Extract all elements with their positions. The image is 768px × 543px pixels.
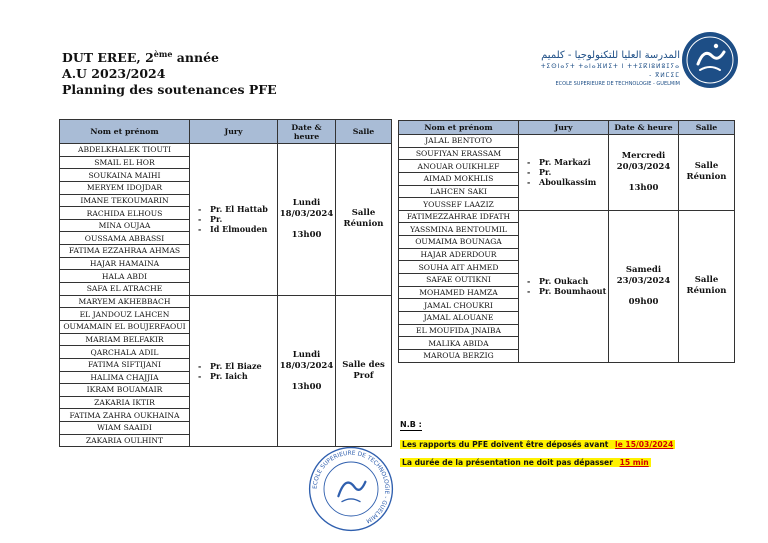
presentation-duration-note: [400, 458, 675, 468]
student-name: HALA ABDI: [60, 270, 190, 283]
room-cell: [679, 210, 735, 362]
student-name: MERYEM IDOJDAR: [60, 181, 190, 194]
jury-list: [519, 276, 608, 296]
student-name: MAROUA BERZIG: [399, 349, 519, 362]
jury-list: [190, 204, 277, 234]
institution-logo: [680, 30, 740, 90]
report-deadline-text: Les rapports du PFE doivent être déposés avant: [402, 440, 612, 449]
student-name: MINA OUJAA: [60, 219, 190, 232]
table-header-row: [399, 121, 735, 135]
academic-year: A.U 2023/2024: [62, 66, 166, 82]
jury-cell: [190, 295, 278, 447]
student-name: MALIKA ABIDA: [399, 337, 519, 350]
student-name: MARYEM AKHEBBACH: [60, 295, 190, 308]
room-name-line: Salle: [351, 208, 376, 219]
student-name: LAHCEN SAKI: [399, 185, 519, 198]
student-name: OUSSAMA ABBASSI: [60, 232, 190, 245]
student-name: YOUSSEF LAAZIZ: [399, 198, 519, 211]
date-time-cell: [609, 210, 679, 362]
student-name: ZAKARIA OULHINT: [60, 434, 190, 447]
jury-member: - Pr. Markazi: [527, 157, 608, 167]
student-name: AIMAD MOKHLIS: [399, 172, 519, 185]
defense-date: 23/03/2024: [616, 275, 671, 286]
presentation-duration-text: La durée de la présentation ne doit pas dépasser: [402, 458, 616, 467]
student-name: ZAKARIA IKTIR: [60, 396, 190, 409]
program-line: DUT EREE, 2ème année: [62, 49, 219, 66]
defense-day: Lundi: [292, 349, 321, 360]
jury-list: [519, 157, 608, 187]
student-name: OUMAIMA BOUNAGA: [399, 236, 519, 249]
room-name-line: Salle: [694, 161, 719, 172]
student-name: EL MOUFIDA JNAIBA: [399, 324, 519, 337]
defense-day: Lundi: [292, 197, 321, 208]
table-row: [60, 295, 392, 308]
table-header-row: [60, 120, 392, 144]
date-time-cell: [609, 135, 679, 211]
institution-name: [540, 50, 680, 88]
table-row: [399, 135, 735, 148]
table-row: [60, 144, 392, 157]
defense-time: 13h00: [291, 381, 322, 392]
column-header-name: Nom et prénom: [399, 121, 519, 135]
jury-member: - Aboulkassim: [527, 177, 608, 187]
column-header-date: Date & heure: [278, 120, 336, 144]
official-stamp: [306, 444, 396, 534]
date-time-cell: [278, 295, 336, 447]
student-name: OUMAMAIN EL BOUJERFAOUI: [60, 320, 190, 333]
defense-time: 09h00: [628, 296, 659, 307]
jury-cell: [519, 135, 609, 211]
institution-tifinagh-name: ⵜⵉⵙⵏⴰⵢⵜ ⵜⴰⵏⴰⴼⵍⵉⵜ ⵏ ⵜⵜⵉⴽⵏⵓⵍⵓⵊⵢⴰ - ⴳⵍⵎⵉⵎ: [540, 63, 680, 79]
presentation-duration-value: 15 min: [619, 458, 649, 467]
jury-cell: [519, 210, 609, 362]
stamp-text: ECOLE SUPERIEURE DE TECHNOLOGIE - GUELMIM: [312, 450, 390, 524]
document-header: [62, 46, 277, 98]
column-header-jury: Jury: [519, 121, 609, 135]
student-name: MARIAM BELFAKIR: [60, 333, 190, 346]
room-cell: [679, 135, 735, 211]
jury-member: - Pr.: [198, 214, 277, 224]
column-header-room: Salle: [679, 121, 735, 135]
defense-time: 13h00: [628, 182, 659, 193]
defense-date: 18/03/2024: [279, 360, 334, 371]
defense-date: 18/03/2024: [279, 208, 334, 219]
jury-member: - Pr. El Biaze: [198, 361, 277, 371]
room-name-line: Prof: [353, 371, 374, 382]
student-name: JAMAL ALOUANE: [399, 311, 519, 324]
defense-day: Samedi: [625, 264, 662, 275]
jury-member: - Pr. Iaich: [198, 371, 277, 381]
student-name: SMAIL EL HOR: [60, 156, 190, 169]
student-name: HAJAR HAMAINA: [60, 257, 190, 270]
student-name: WIAM SAAIDI: [60, 422, 190, 435]
student-name: SOUKAINA MAIHI: [60, 169, 190, 182]
jury-member: - Pr. El Hattab: [198, 204, 277, 214]
student-name: JAMAL CHOUKRI: [399, 299, 519, 312]
room-cell: [336, 295, 392, 447]
column-header-name: Nom et prénom: [60, 120, 190, 144]
schedule-table-right: [398, 120, 735, 363]
room-cell: [336, 144, 392, 296]
student-name: SAFA EL ATRACHE: [60, 283, 190, 296]
institution-french-name: ECOLE SUPERIEURE DE TECHNOLOGIE - GUELMIM: [555, 81, 680, 87]
student-name: YASSMINA BENTOUMIL: [399, 223, 519, 236]
student-name: SAFAE OUTIKNI: [399, 274, 519, 287]
notes-section: [400, 412, 675, 476]
student-name: QARCHALA ADIL: [60, 346, 190, 359]
institution-arabic-name: المدرسة العليا للتكنولوجيا - كلميم: [541, 50, 680, 61]
student-name: FATIMEZZAHRAE IDFATH: [399, 210, 519, 223]
jury-list: [190, 361, 277, 381]
student-name: FATIMA SIFTIJANI: [60, 358, 190, 371]
jury-member: - Pr. Oukach: [527, 276, 608, 286]
jury-member: - Pr. Boumhaout: [527, 286, 608, 296]
student-name: ANOUAR OUIKHLEF: [399, 160, 519, 173]
column-header-jury: Jury: [190, 120, 278, 144]
defense-day: Mercredi: [621, 150, 666, 161]
room-name-line: Réunion: [343, 219, 384, 230]
student-name: HALIMA CHAJJIA: [60, 371, 190, 384]
student-name: JALAL BENTOTO: [399, 135, 519, 148]
student-name: FATIMA EZZAHRAA AHMAS: [60, 245, 190, 258]
student-name: SOUFIYAN ERASSAM: [399, 147, 519, 160]
room-name-line: Réunion: [686, 286, 727, 297]
student-name: HAJAR ADERDOUR: [399, 248, 519, 261]
student-name: MOHAMED HAMZA: [399, 286, 519, 299]
student-name: IMANE TEKOUMARIN: [60, 194, 190, 207]
student-name: SOUHA AIT AHMED: [399, 261, 519, 274]
student-name: ABDELKHALEK TIOUTI: [60, 144, 190, 157]
report-deadline-note: [400, 440, 675, 450]
student-name: IKRAM BOUAMAIR: [60, 384, 190, 397]
student-name: EL JANDOUZ LAHCEN: [60, 308, 190, 321]
report-deadline-date: le 15/03/2024: [615, 440, 674, 449]
jury-member: - Pr.: [527, 167, 608, 177]
defense-time: 13h00: [291, 229, 322, 240]
column-header-date: Date & heure: [609, 121, 679, 135]
room-name-line: Réunion: [686, 172, 727, 183]
student-name: RACHIDA ELHOUS: [60, 207, 190, 220]
notes-title: N.B :: [400, 420, 422, 429]
jury-cell: [190, 144, 278, 296]
room-name-line: Salle des: [342, 360, 385, 371]
table-row: [399, 210, 735, 223]
date-time-cell: [278, 144, 336, 296]
defense-date: 20/03/2024: [616, 161, 671, 172]
column-header-room: Salle: [336, 120, 392, 144]
student-name: FATIMA ZAHRA OUKHAINA: [60, 409, 190, 422]
schedule-table-left: [59, 119, 392, 447]
jury-member: - Id Elmouden: [198, 224, 277, 234]
document-title: Planning des soutenances PFE: [62, 82, 277, 98]
room-name-line: Salle: [694, 275, 719, 286]
